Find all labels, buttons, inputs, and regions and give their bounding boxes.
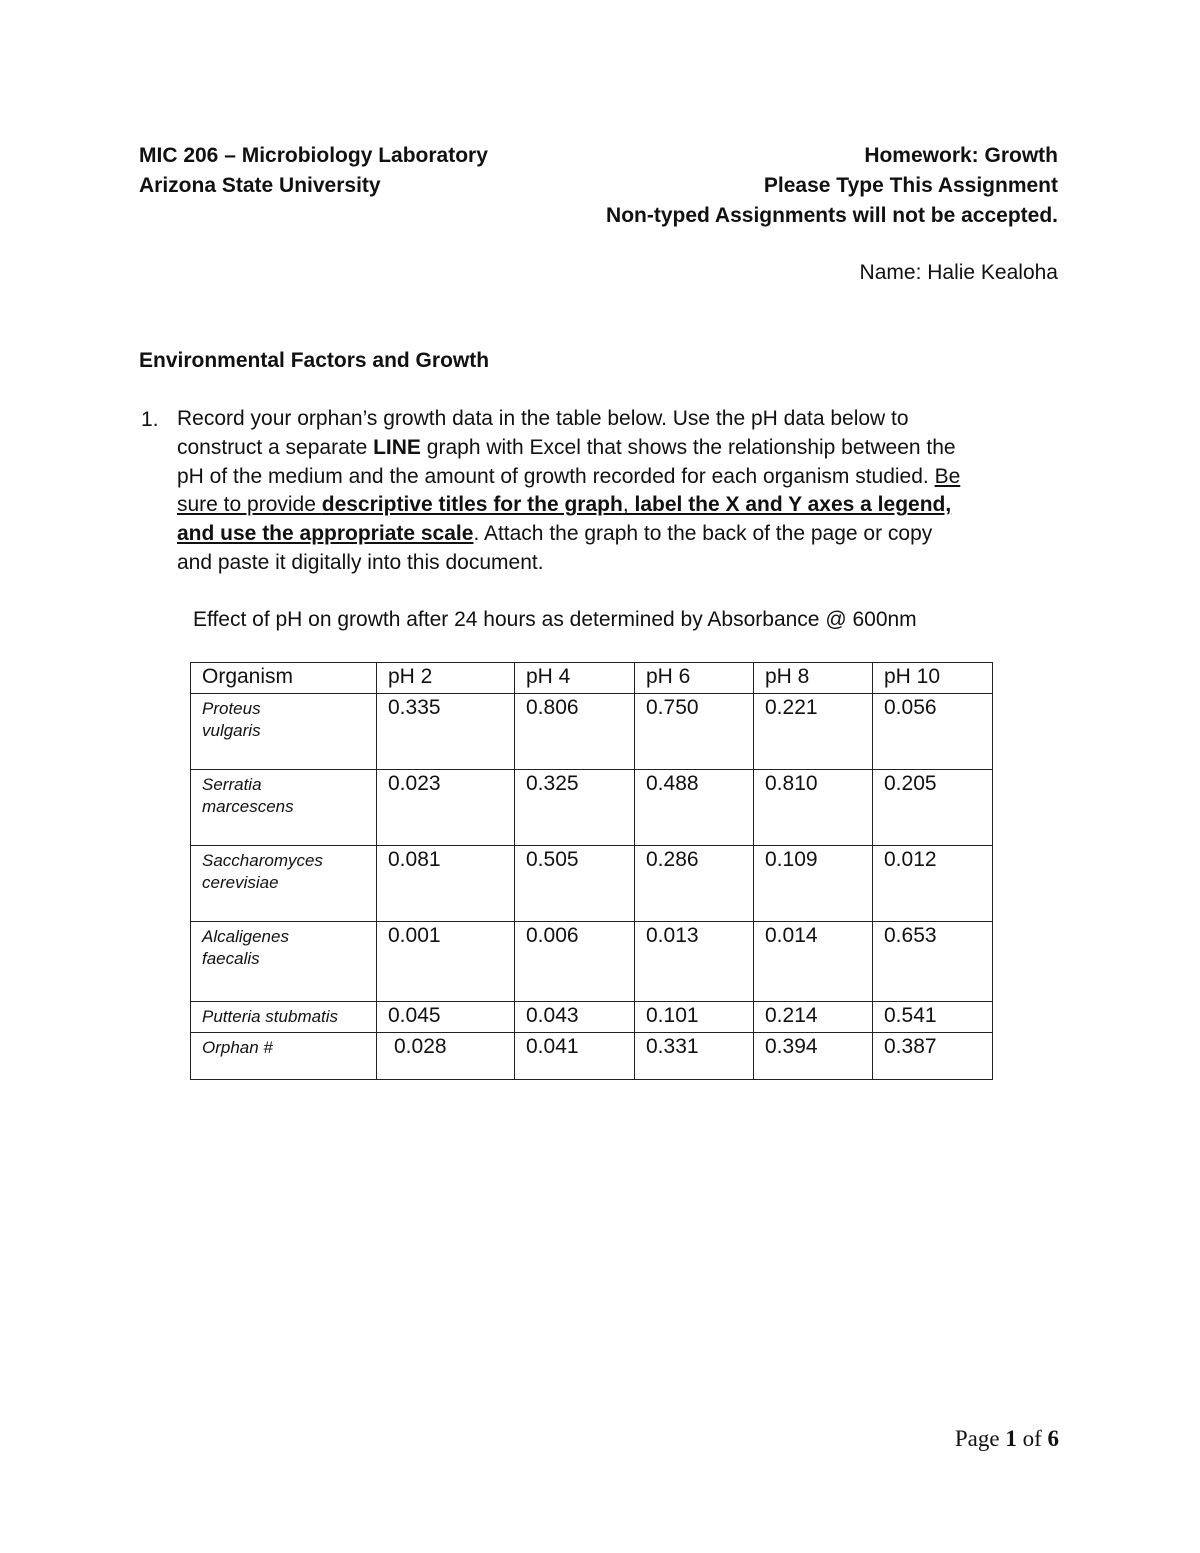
organism-cell: Serratia marcescens xyxy=(191,770,377,846)
question-number: 1. xyxy=(141,408,159,431)
question-line-5: and use the appropriate scale. Attach the graph to the back of the page or copy xyxy=(177,522,933,546)
value-cell: 0.006 xyxy=(515,922,635,1002)
organism-cell: Proteus vulgaris xyxy=(191,694,377,770)
table-row xyxy=(191,922,993,1002)
question-line-2: construct a separate LINE graph with Excel that shows the relationship between the xyxy=(177,435,956,459)
value-cell: 0.028 xyxy=(377,1033,515,1080)
header-cell: Organism xyxy=(191,663,377,694)
value-cell: 0.541 xyxy=(873,1002,993,1033)
table-row xyxy=(191,1002,993,1033)
line-emphasis: LINE xyxy=(373,435,421,459)
value-cell: 0.081 xyxy=(377,846,515,922)
value-cell: 0.505 xyxy=(515,846,635,922)
question-line-3: pH of the medium and the amount of growth recorded for each organism studied. Be xyxy=(177,464,961,488)
table-row xyxy=(191,1033,993,1080)
course-title: MIC 206 – Microbiology Laboratory xyxy=(139,144,488,167)
table-caption: Effect of pH on growth after 24 hours as determined by Absorbance @ 600nm xyxy=(193,608,917,631)
value-cell: 0.214 xyxy=(754,1002,873,1033)
organism-cell: Saccharomyces cerevisiae xyxy=(191,846,377,922)
value-cell: 0.331 xyxy=(635,1033,754,1080)
value-cell: 0.653 xyxy=(873,922,993,1002)
header-cell: pH 6 xyxy=(635,663,754,694)
value-cell: 0.335 xyxy=(377,694,515,770)
table-row xyxy=(191,846,993,922)
header-cell: pH 10 xyxy=(873,663,993,694)
question-line-4: sure to provide descriptive titles for the graph, label the X and Y axes a legend, xyxy=(177,493,952,517)
value-cell: 0.023 xyxy=(377,770,515,846)
value-cell: 0.001 xyxy=(377,922,515,1002)
page-number: Page 1 of 6 xyxy=(954,1426,1059,1451)
question-text xyxy=(177,405,1057,578)
value-cell: 0.101 xyxy=(635,1002,754,1033)
table-row xyxy=(191,770,993,846)
value-cell: 0.325 xyxy=(515,770,635,846)
value-cell: 0.750 xyxy=(635,694,754,770)
header-cell: pH 8 xyxy=(754,663,873,694)
organism-cell: Putteria stubmatis xyxy=(191,1002,377,1033)
homework-title: Homework: Growth xyxy=(864,144,1058,167)
value-cell: 0.205 xyxy=(873,770,993,846)
value-cell: 0.221 xyxy=(754,694,873,770)
value-cell: 0.394 xyxy=(754,1033,873,1080)
question-line-6: and paste it digitally into this document. xyxy=(177,550,544,574)
value-cell: 0.043 xyxy=(515,1002,635,1033)
value-cell: 0.109 xyxy=(754,846,873,922)
value-cell: 0.045 xyxy=(377,1002,515,1033)
type-notice: Please Type This Assignment xyxy=(763,174,1058,197)
university-name: Arizona State University xyxy=(139,174,381,197)
value-cell: 0.806 xyxy=(515,694,635,770)
value-cell: 0.286 xyxy=(635,846,754,922)
value-cell: 0.387 xyxy=(873,1033,993,1080)
table-header-row xyxy=(191,663,993,694)
student-name: Name: Halie Kealoha xyxy=(859,261,1058,284)
section-title: Environmental Factors and Growth xyxy=(139,349,490,372)
header-cell: pH 4 xyxy=(515,663,635,694)
value-cell: 0.041 xyxy=(515,1033,635,1080)
value-cell: 0.014 xyxy=(754,922,873,1002)
question-line-1: Record your orphan’s growth data in the table below. Use the pH data below to xyxy=(177,407,909,430)
header-left xyxy=(139,141,488,201)
growth-data-table xyxy=(190,662,993,1080)
organism-cell: Alcaligenes faecalis xyxy=(191,922,377,1002)
value-cell: 0.810 xyxy=(754,770,873,846)
not-accepted-notice: Non-typed Assignments will not be accepted. xyxy=(606,204,1058,227)
table-row xyxy=(191,694,993,770)
value-cell: 0.013 xyxy=(635,922,754,1002)
value-cell: 0.056 xyxy=(873,694,993,770)
organism-cell: Orphan # xyxy=(191,1033,377,1080)
header-cell: pH 2 xyxy=(377,663,515,694)
header-right xyxy=(606,141,1058,231)
value-cell: 0.488 xyxy=(635,770,754,846)
value-cell: 0.012 xyxy=(873,846,993,922)
